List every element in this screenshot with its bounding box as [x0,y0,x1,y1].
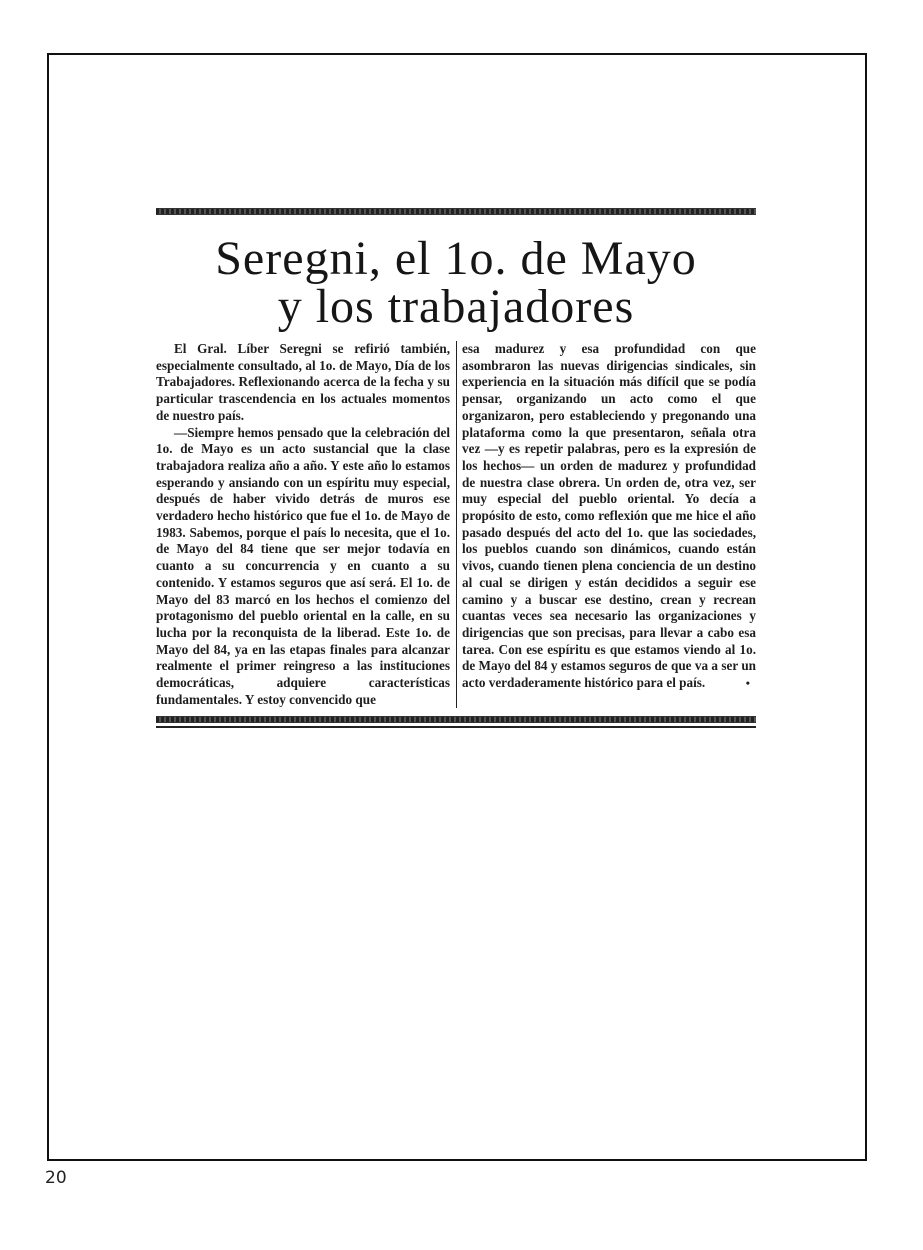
bottom-thin-rule [156,726,756,728]
newspaper-clipping [156,208,756,728]
right-paragraph-1-text: esa madurez y esa profundidad con que asombraron las nuevas dirigencias sindicales, sin experiencia en la situación más difícil que se podía pensar, organizando un acto como el que organizaron, pero estableciendo y pregonando una plataforma como la que presentaron, señala otra vez —y es repetir palabras, pero es la expresión de los hechos— un orden de madurez y profundidad de nuestra clase obrera. Un orden de, otra vez, ser muy especial del pueblo oriental. Yo decía a propósito de esto, como reflexión que me hice el año pasado después del acto del 1o. que las sociedades, los pueblos cuando son dinámicos, cuando están vivos, cuando tienen plena conciencia de un destino al cual se dirigen y están decididos a seguir ese camino y a buscar ese destino, crean y recrean cuantas veces sea necesario las organizaciones y dirigencias que son precisas, para llevar a cabo esa tarea. Con ese espíritu es que estamos viendo al 1o. de Mayo del 84 y estamos seguros de que va a ser un acto verdaderamente histórico para el país. [462,341,756,691]
top-rule [156,208,756,215]
end-mark: • [745,676,750,691]
headline-line-1: Seregni, el 1o. de Mayo [215,232,697,285]
left-column [156,341,450,708]
article-body [156,341,756,708]
headline-line-2: y los trabajadores [277,280,635,333]
left-paragraph-2: —Siempre hemos pensado que la celebración del 1o. de Mayo es un acto sustancial que la clase trabajadora realiza año a año. Y este año lo estamos esperando y ansiando con un espíritu muy especial, después de haber vivido detrás de muros ese verdadero hecho histórico que fue el 1o. de Mayo de 1983. Sabemos, porque el país lo necesita, que el 1o. de Mayo del 84 tiene que ser mejor todavía en cuanto a su concurrencia y en cuanto a su contenido. Y estamos seguros que así será. El 1o. de Mayo del 83 marcó en los hechos el comienzo del protagonismo del pueblo oriental en la calle, en su lucha por la reconquista de la liberad. Este 1o. de Mayo del 84, ya en las etapas finales para alcanzar realmente el primer reingreso a las instituciones democráticas, adquiere características fundamentales. Y estoy convencido que [156,424,450,707]
left-paragraph-1: El Gral. Líber Seregni se refirió también, especialmente consultado, al 1o. de Mayo, Día de los Trabajadores. Reflexionando acerca de la fecha y su particular trascendencia en los actuales momentos de nuestro país. [156,341,450,423]
article-headline [156,232,756,333]
column-divider [456,341,457,708]
bottom-rule [156,716,756,723]
page-number: 20 [45,1168,67,1188]
right-column [462,341,756,708]
right-paragraph-1 [462,341,756,692]
